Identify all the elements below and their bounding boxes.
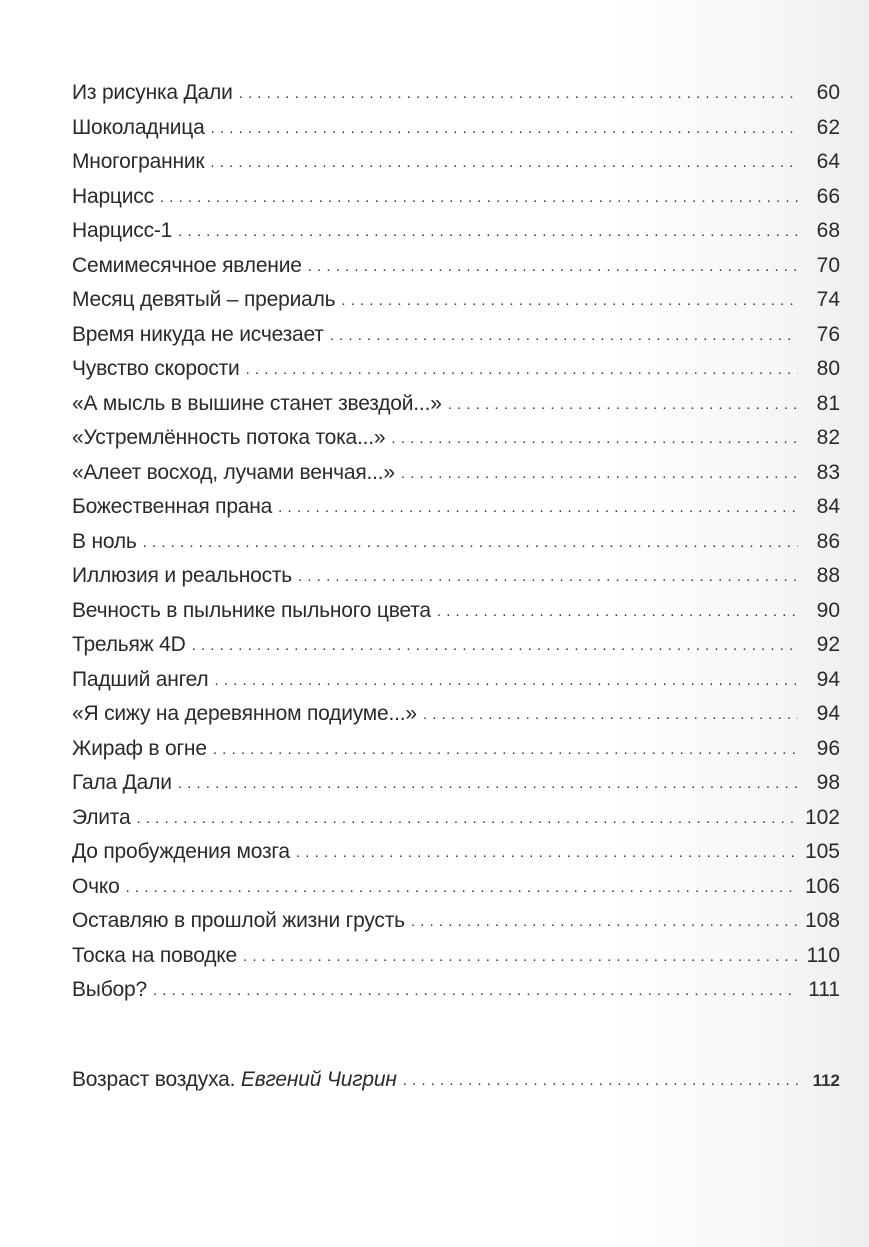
- toc-entry-title: Тоска на поводке: [72, 943, 237, 967]
- toc-entry: [72, 628, 840, 663]
- toc-entry-title: «Устремлённость потока тока...»: [72, 426, 386, 449]
- toc-entry-page: 83: [816, 460, 840, 484]
- toc-entry-page: 66: [816, 184, 840, 208]
- toc-entry-page: 84: [816, 495, 840, 518]
- toc-entry: [72, 145, 840, 180]
- dot-leader: [126, 871, 798, 906]
- dot-leader: [448, 388, 798, 423]
- toc-entry: [72, 421, 840, 456]
- toc-entry: [72, 973, 840, 1008]
- dot-leader: [210, 146, 798, 181]
- toc-entry-title: Вечность в пыльнике пыльного цвета: [72, 598, 431, 622]
- toc-entry-title: Месяц девятый – прериаль: [72, 288, 336, 311]
- toc-entry-page: 105: [804, 840, 840, 863]
- dot-leader: [160, 181, 798, 216]
- toc-entry-title: [72, 1063, 397, 1098]
- dot-leader: [213, 733, 798, 768]
- toc-entry: [72, 456, 840, 491]
- toc-entry-page: 96: [816, 736, 840, 760]
- toc-entry-title: Божественная прана: [72, 495, 273, 518]
- toc-entry-page: 88: [816, 564, 840, 587]
- toc-entry-page: 92: [816, 633, 840, 656]
- toc-entry-title: Шоколадница: [72, 115, 205, 139]
- afterword-title: Возраст воздуха.: [72, 1067, 236, 1091]
- dot-leader: [403, 1064, 798, 1099]
- toc-entry-title: Жираф в огне: [72, 736, 207, 760]
- toc-entry-page: 110: [806, 943, 840, 967]
- dot-leader: [246, 353, 798, 388]
- toc-entry-title: «Я сижу на деревянном подиуме...»: [72, 702, 417, 725]
- toc-entry-title: Выбор?: [72, 978, 147, 1001]
- toc-entry-page: 62: [816, 115, 840, 139]
- toc-entry-page: 60: [816, 81, 840, 104]
- dot-leader: [278, 491, 798, 526]
- dot-leader: [330, 319, 798, 354]
- toc-entry-page: 106: [804, 874, 840, 898]
- toc-entry: [72, 697, 840, 732]
- toc-entry-title: Многогранник: [72, 150, 205, 173]
- toc-entry: [72, 904, 840, 939]
- toc-list: [72, 76, 840, 1008]
- toc-entry-title: Трельяж 4D: [72, 633, 186, 656]
- toc-entry-page: 108: [804, 909, 840, 932]
- toc-entry: [72, 490, 840, 525]
- toc-entry-title: «А мысль в вышине станет звездой...»: [72, 391, 442, 415]
- dot-leader: [401, 457, 798, 492]
- afterword-author: Евгений Чигрин: [240, 1067, 397, 1091]
- dot-leader: [153, 974, 798, 1009]
- toc-entry-title: «Алеет восход, лучами венчая...»: [72, 460, 395, 484]
- dot-leader: [178, 767, 798, 802]
- toc-entry: [72, 249, 840, 284]
- toc-entry: [72, 283, 840, 318]
- toc-entry-title: Семимесячное явление: [72, 253, 302, 277]
- toc-entry: [72, 76, 840, 111]
- dot-leader: [214, 664, 798, 699]
- section-gap: [72, 1008, 840, 1063]
- dot-leader: [192, 629, 798, 664]
- toc-entry: [72, 387, 840, 422]
- toc-entry: [72, 214, 840, 249]
- toc-entry-title: Нарцисс-1: [72, 219, 173, 242]
- toc-entry-page: 111: [808, 978, 840, 1001]
- toc-entry-title: Чувство скорости: [72, 357, 240, 380]
- toc-entry-title: Нарцисс: [72, 184, 154, 208]
- dot-leader: [437, 595, 798, 630]
- toc-entry-page: 94: [816, 667, 840, 691]
- dot-leader: [136, 802, 798, 837]
- toc-entry-title: До пробуждения мозга: [72, 840, 290, 863]
- toc-entry-page: 81: [816, 391, 840, 415]
- toc-entry-page: 94: [816, 702, 840, 725]
- toc-entry: [72, 352, 840, 387]
- toc-entry-page: 98: [816, 771, 840, 794]
- toc-entry: [72, 835, 840, 870]
- dot-leader: [211, 112, 798, 147]
- toc-entry: [72, 111, 840, 146]
- toc-entry-page: 102: [804, 805, 840, 829]
- dot-leader: [143, 526, 798, 561]
- toc-entry: [72, 939, 840, 974]
- dot-leader: [341, 284, 798, 319]
- dot-leader: [239, 77, 798, 112]
- dot-leader: [391, 422, 798, 457]
- toc-entry: [72, 870, 840, 905]
- dot-leader: [423, 698, 798, 733]
- toc-entry-page: 80: [816, 357, 840, 380]
- toc-entry-afterword: [72, 1063, 840, 1098]
- toc-entry: [72, 559, 840, 594]
- toc-entry: [72, 180, 840, 215]
- dot-leader: [243, 940, 798, 975]
- toc-entry-title: В ноль: [72, 529, 137, 553]
- toc-entry-title: Гала Дали: [72, 771, 172, 794]
- dot-leader: [298, 560, 798, 595]
- dot-leader: [411, 905, 798, 940]
- toc-entry-page: 86: [816, 529, 840, 553]
- toc-page: [72, 76, 840, 1097]
- dot-leader: [308, 250, 798, 285]
- toc-entry-page: 74: [816, 288, 840, 311]
- toc-entry-title: Оставляю в прошлой жизни грусть: [72, 909, 405, 932]
- toc-entry: [72, 318, 840, 353]
- toc-entry-page: 68: [816, 219, 840, 242]
- toc-entry: [72, 732, 840, 767]
- toc-entry-title: Иллюзия и реальность: [72, 564, 293, 587]
- toc-entry-title: Из рисунка Дали: [72, 81, 233, 104]
- toc-entry-title: Падший ангел: [72, 667, 209, 691]
- toc-entry-page: 112: [812, 1070, 840, 1090]
- toc-entry-page: 76: [816, 322, 840, 346]
- toc-entry: [72, 525, 840, 560]
- dot-leader: [178, 215, 798, 250]
- toc-entry-page: 90: [816, 598, 840, 622]
- toc-entry: [72, 594, 840, 629]
- toc-entry-title: Элита: [72, 805, 131, 829]
- toc-entry-page: 70: [816, 253, 840, 277]
- toc-entry: [72, 663, 840, 698]
- toc-entry-page: 82: [816, 426, 840, 449]
- toc-entry-page: 64: [816, 150, 840, 173]
- toc-entry: [72, 801, 840, 836]
- dot-leader: [296, 836, 798, 871]
- toc-entry-title: Время никуда не исчезает: [72, 322, 324, 346]
- toc-entry: [72, 766, 840, 801]
- toc-entry-title: Очко: [72, 874, 120, 898]
